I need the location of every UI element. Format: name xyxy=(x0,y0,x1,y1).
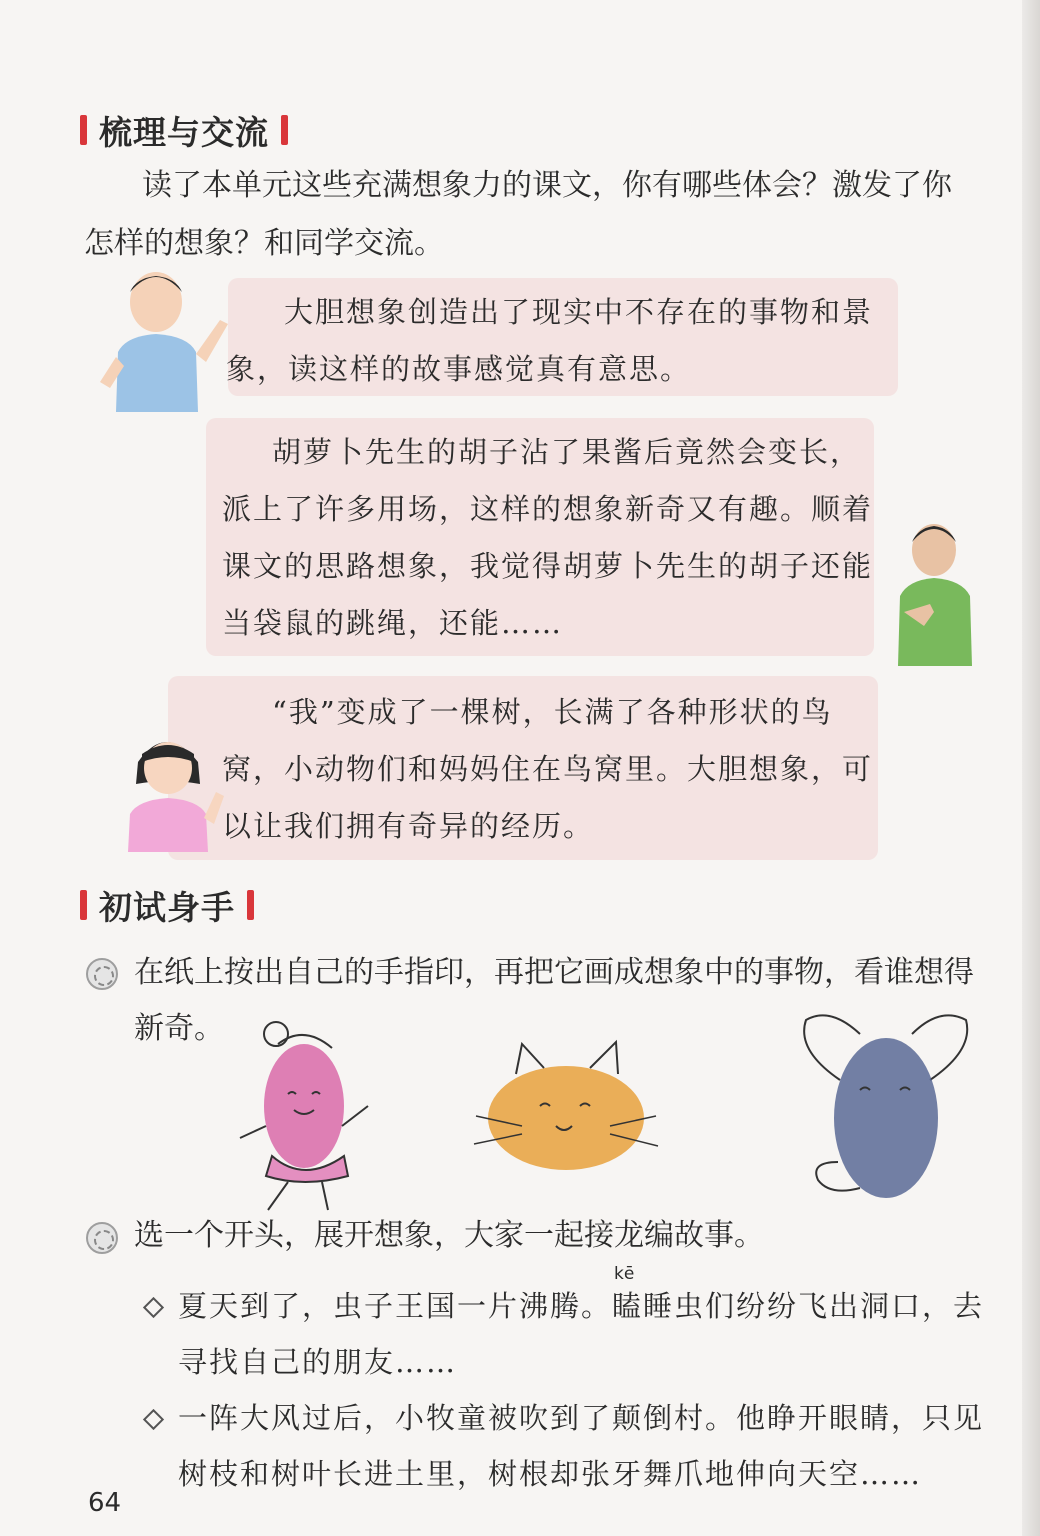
task-1-line-1: 在纸上按出自己的手指印，再把它画成想象中的事物，看谁想得 xyxy=(134,955,974,990)
section-title: 梳理与交流 xyxy=(99,112,269,152)
intro-line-2: 怎样的想象？和同学交流。 xyxy=(84,226,444,261)
boy-green-shirt-illustration xyxy=(884,516,984,666)
intro-line-1: 读了本单元这些充满想象力的课文，你有哪些体会？激发了你 xyxy=(142,168,952,203)
page-edge-shadow xyxy=(1022,0,1040,1536)
bubble-2-line-1: 胡萝卜先生的胡子沾了果酱后竟然会变长， xyxy=(272,435,862,469)
heading-bar-right xyxy=(281,115,288,145)
bubble-3-line-3: 以让我们拥有奇异的经历。 xyxy=(222,809,595,843)
section-title: 初试身手 xyxy=(99,887,235,927)
option-2-bullet xyxy=(143,1409,164,1430)
page-number: 64 xyxy=(88,1488,122,1518)
bubble-3-line-1: “我”变成了一棵树，长满了各种形状的鸟 xyxy=(272,695,833,729)
option-1-line-1: 夏天到了，虫子王国一片沸腾。瞌睡虫们纷纷飞出洞口，去 xyxy=(178,1289,985,1323)
task-1-line-2: 新奇。 xyxy=(134,1011,224,1046)
boy-blue-shirt-illustration xyxy=(96,262,236,412)
heading-bar-left xyxy=(80,115,87,145)
bubble-1-line-1: 大胆想象创造出了现实中不存在的事物和景 xyxy=(284,295,874,329)
task-2-text: 选一个开头，展开想象，大家一起接龙编故事。 xyxy=(134,1218,764,1253)
girl-pink-shirt-illustration xyxy=(116,722,226,852)
task-2-number-icon xyxy=(86,1222,118,1254)
section-heading-try xyxy=(80,885,254,925)
task-1-number-icon xyxy=(86,958,118,990)
fingerprint-cat-drawing xyxy=(470,1030,660,1180)
heading-bar-right xyxy=(247,890,254,920)
fingerprint-elephant-drawing xyxy=(790,1010,980,1210)
bubble-2-line-4: 当袋鼠的跳绳，还能…… xyxy=(222,606,564,640)
bubble-1-line-2: 象，读这样的故事感觉真有意思。 xyxy=(226,352,692,386)
option-2-line-2: 树枝和树叶长进土里，树根却张牙舞爪地伸向天空…… xyxy=(178,1457,923,1491)
option-1-bullet xyxy=(143,1297,164,1318)
pinyin-annotation: kē xyxy=(614,1264,635,1284)
bubble-2-line-2: 派上了许多用场，这样的想象新奇又有趣。顺着 xyxy=(222,492,874,526)
bubble-2-line-3: 课文的思路想象，我觉得胡萝卜先生的胡子还能 xyxy=(222,549,874,583)
option-1-line-2: 寻找自己的朋友…… xyxy=(178,1345,458,1379)
option-2-line-1: 一阵大风过后，小牧童被吹到了颠倒村。他睁开眼睛，只见 xyxy=(178,1401,985,1435)
fingerprint-girl-drawing xyxy=(232,1014,382,1214)
heading-bar-left xyxy=(80,890,87,920)
bubble-3-line-2: 窝，小动物们和妈妈住在鸟窝里。大胆想象，可 xyxy=(222,752,874,786)
section-heading-discuss xyxy=(80,110,288,150)
